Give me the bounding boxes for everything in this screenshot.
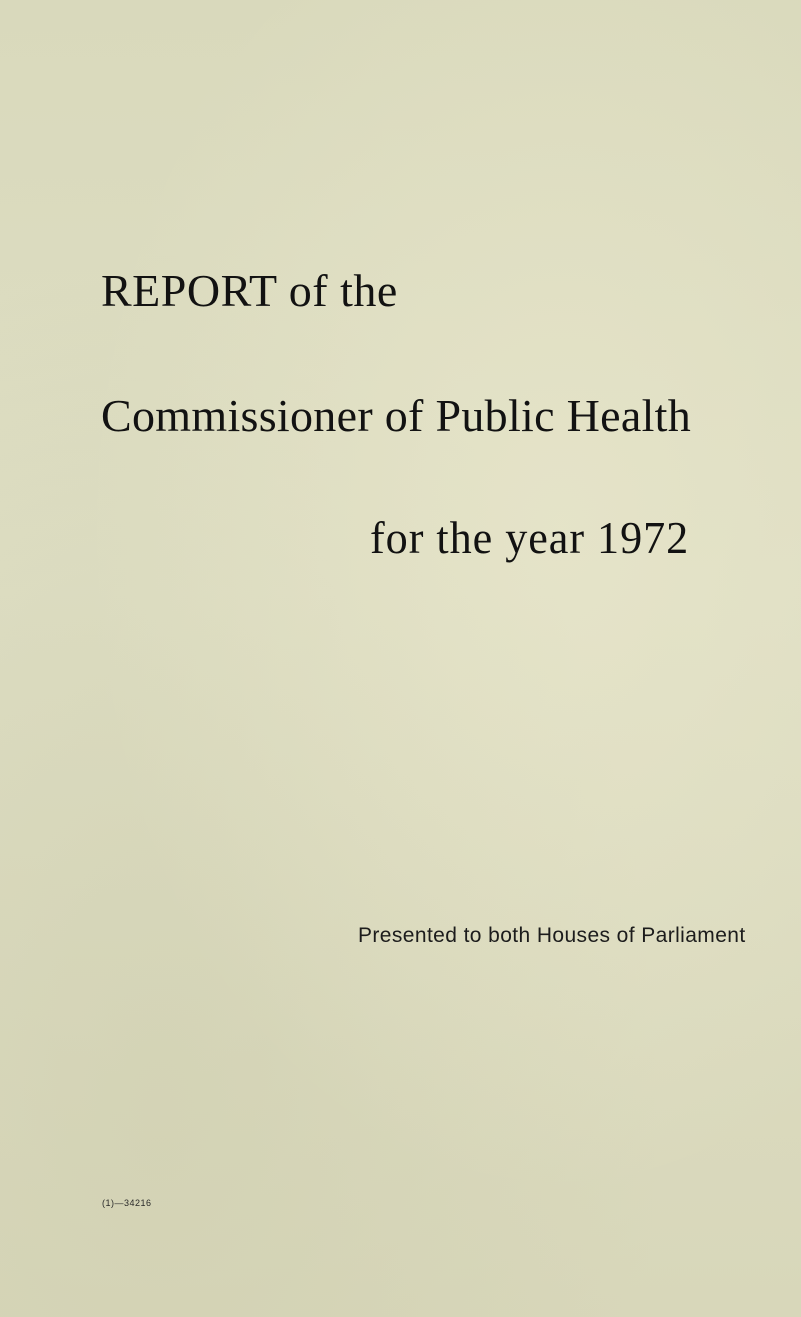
presented-statement: Presented to both Houses of Parliament (358, 924, 746, 947)
print-code: (1)—34216 (102, 1198, 152, 1208)
title-line-report: REPORT of the (101, 265, 398, 316)
title-line-commissioner: Commissioner of Public Health (101, 390, 692, 441)
title-line-year: for the year 1972 (370, 512, 690, 563)
